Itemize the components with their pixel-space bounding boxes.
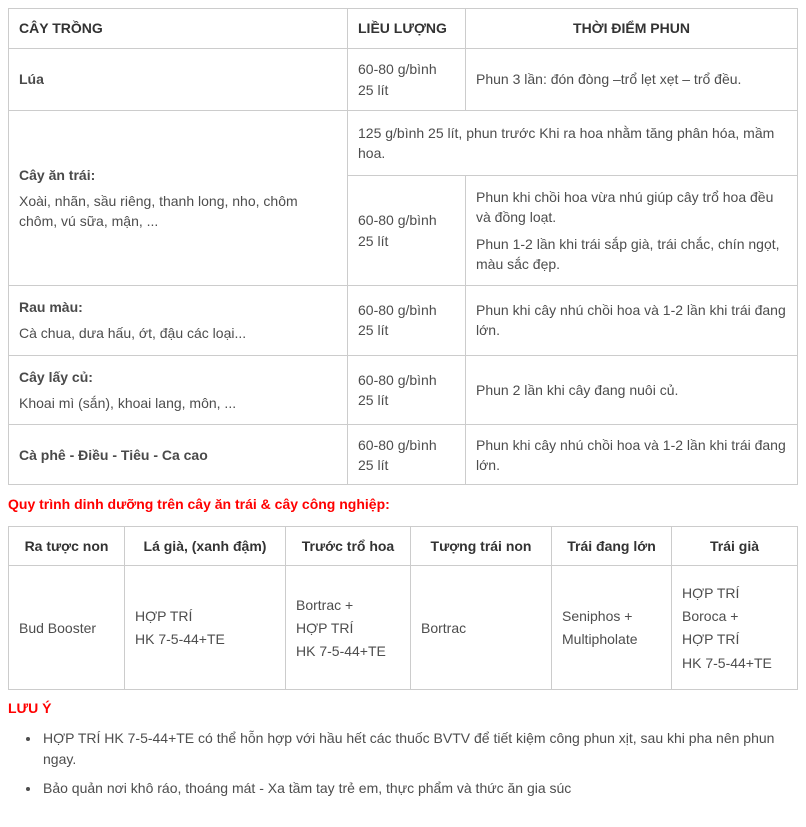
product-line: HỢP TRÍ: [135, 608, 193, 625]
product-cell-growing-fruit: [552, 566, 672, 690]
timing-cell-tubers: Phun 2 lần khi cây đang nuôi củ.: [466, 355, 798, 425]
dose-cell-fruit: 60-80 g/bình 25 lít: [348, 176, 466, 286]
product-line: Multipholate: [562, 631, 638, 648]
product-line: Bortrac: [421, 619, 467, 636]
crop-title-fruit: Cây ăn trái:: [19, 166, 96, 183]
product-line: HK 7-5-44+TE: [135, 631, 225, 648]
column-header-timing: THỜI ĐIỂM PHUN: [466, 9, 798, 49]
product-line: HK 7-5-44+TE: [682, 654, 772, 671]
crop-cell-industrial: Cà phê - Điều - Tiêu - Ca cao: [9, 425, 348, 485]
product-line: Seniphos +: [562, 608, 633, 625]
table-row-industrial: [9, 425, 798, 485]
product-cell-mature-leaves: [125, 566, 286, 690]
dosage-table-header-row: [9, 9, 798, 49]
crop-title-vegetables: Rau màu:: [19, 299, 83, 316]
timing-cell-industrial: Phun khi cây nhú chồi hoa và 1-2 lần khi trái đang lớn.: [466, 425, 798, 485]
notes-heading: LƯU Ý: [8, 700, 52, 717]
crop-cell-rice: Lúa: [9, 49, 348, 111]
product-line: HỢP TRÍ: [682, 585, 740, 601]
timing-cell-vegetables: Phun khi cây nhú chồi hoa và 1-2 lần khi trái đang lớn.: [466, 286, 798, 356]
column-header-before-bloom: Trước trổ hoa: [286, 527, 411, 566]
table-row-vegetables: [9, 286, 798, 356]
product-cell-before-bloom: [286, 566, 411, 690]
dose-cell-industrial: 60-80 g/bình 25 lít: [348, 425, 466, 485]
column-header-crop: CÂY TRỒNG: [9, 9, 348, 49]
column-header-young-fruit: Tượng trái non: [411, 527, 552, 566]
product-line: HỢP TRÍ: [296, 619, 354, 636]
column-header-ripe-fruit: Trái già: [672, 527, 798, 566]
timing-fruit-line-1: Phun khi chồi hoa vừa nhú giúp cây trổ hoa đều và đồng loạt.: [476, 189, 774, 226]
column-header-dose: LIỀU LƯỢNG: [348, 9, 466, 49]
product-line: Bortrac +: [296, 596, 354, 613]
crop-cell-tubers: [9, 355, 348, 425]
product-line: HỢP TRÍ: [682, 631, 740, 648]
crop-title-tubers: Cây lấy củ:: [19, 368, 93, 385]
dose-cell-vegetables: 60-80 g/bình 25 lít: [348, 286, 466, 356]
crop-cell-vegetables: [9, 286, 348, 356]
nutrition-section-heading: Quy trình dinh dưỡng trên cây ăn trái & cây công nghiệp:: [8, 496, 390, 513]
timing-cell-rice: Phun 3 lần: đón đòng –trổ lẹt xẹt – trổ đều.: [466, 49, 798, 111]
dose-cell-tubers: 60-80 g/bình 25 lít: [348, 355, 466, 425]
timing-fruit-line-2: Phun 1-2 lần khi trái sắp già, trái chắc, chín ngọt, màu sắc đẹp.: [476, 235, 780, 272]
product-cell-young-fruit: [411, 566, 552, 690]
stage-table-header-row: [9, 527, 798, 566]
product-line: HK 7-5-44+TE: [296, 642, 386, 659]
dose-cell-rice: 60-80 g/bình 25 lít: [348, 49, 466, 111]
crop-cell-fruit: [9, 111, 348, 286]
column-header-mature-leaves: Lá già, (xanh đậm): [125, 527, 286, 566]
table-row-fruit-preblossom: [9, 111, 798, 176]
crop-list-vegetables: Cà chua, dưa hấu, ớt, đậu các loại...: [19, 325, 247, 342]
timing-cell-fruit: [466, 176, 798, 286]
product-line: Bud Booster: [19, 619, 97, 636]
product-cell-young-shoots: [9, 566, 125, 690]
note-item-mixing: • HỢP TRÍ HK 7-5-44+TE có thể hỗn hợp với hầu hết các thuốc BVTV để tiết kiệm công phun xịt, sau khi pha nên phun ngay.: [41, 728, 797, 769]
notes-list: [8, 728, 797, 798]
crop-list-tubers: Khoai mì (sắn), khoai lang, môn, ...: [19, 395, 237, 412]
stage-table-product-row: [9, 566, 798, 690]
table-row-rice: [9, 49, 798, 111]
crop-list-fruit: Xoài, nhãn, sầu riêng, thanh long, nho, chôm chôm, vú sữa, mận, ...: [19, 192, 298, 230]
dosage-table: [8, 8, 798, 485]
prebloom-cell-fruit: 125 g/bình 25 lít, phun trước Khi ra hoa nhằm tăng phân hóa, mầm hoa.: [348, 111, 798, 176]
table-row-tubers: [9, 355, 798, 425]
stage-table: [8, 526, 798, 690]
column-header-growing-fruit: Trái đang lớn: [552, 527, 672, 566]
note-item-storage: • Bảo quản nơi khô ráo, thoáng mát - Xa tầm tay trẻ em, thực phẩm và thức ăn gia súc: [41, 778, 797, 798]
product-line: Boroca +: [682, 608, 739, 625]
column-header-young-shoots: Ra tược non: [9, 527, 125, 566]
product-cell-ripe-fruit: [672, 566, 798, 690]
